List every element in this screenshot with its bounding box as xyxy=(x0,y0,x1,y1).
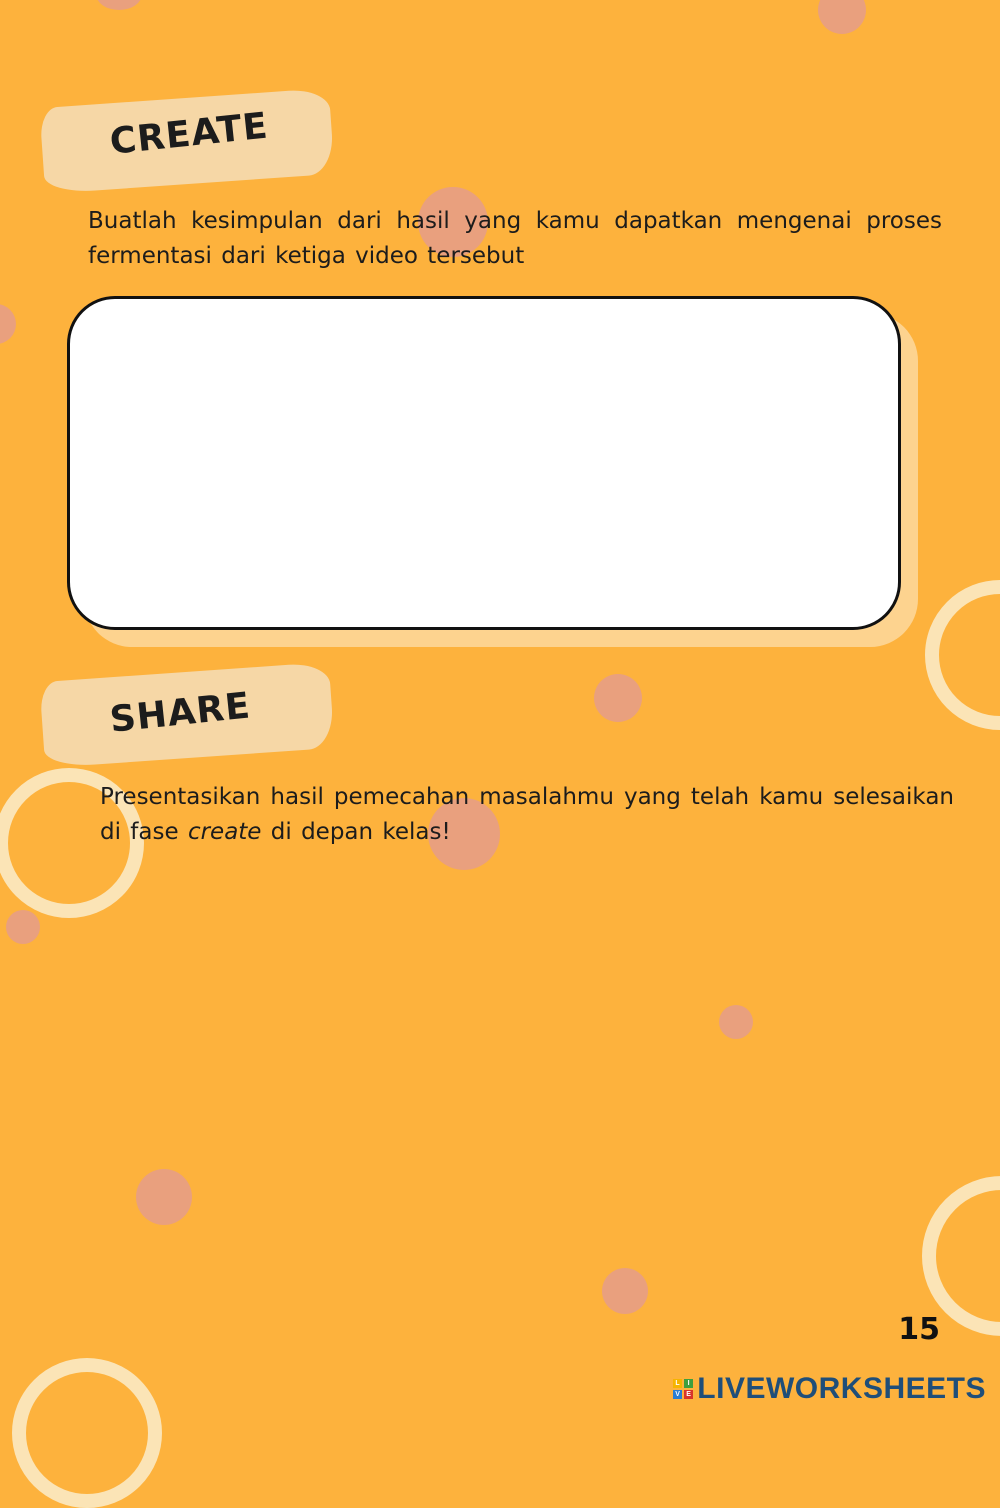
decor-ring xyxy=(12,1358,162,1508)
create-answer-box[interactable] xyxy=(67,296,901,630)
decor-dot xyxy=(602,1268,648,1314)
decor-ring xyxy=(925,580,1000,730)
logo-letter: I xyxy=(684,1379,693,1388)
share-instruction xyxy=(100,780,954,850)
decor-dot xyxy=(0,304,16,344)
logo-letter: E xyxy=(686,1391,692,1398)
logo-letter: V xyxy=(675,1391,681,1398)
brand-name: LIVEWORKSHEETS xyxy=(697,1372,986,1405)
brand-grid-icon xyxy=(673,1379,693,1399)
logo-letter: L xyxy=(673,1379,682,1388)
create-heading: CREATE xyxy=(107,105,271,163)
share-instruction-text: Presentasikan hasil pemecahan masalahmu yang telah kamu selesaikan di fase xyxy=(100,784,954,845)
decor-dot xyxy=(6,910,40,944)
decor-dot xyxy=(136,1169,192,1225)
brand-logo[interactable] xyxy=(673,1372,986,1406)
decor-dot xyxy=(719,1005,753,1039)
decor-dot xyxy=(594,674,642,722)
share-instruction-emphasis: create xyxy=(187,819,262,845)
page-number: 15 xyxy=(898,1312,940,1347)
share-heading: SHARE xyxy=(107,685,253,741)
create-instruction: Buatlah kesimpulan dari hasil yang kamu dapatkan mengenai proses fermentasi dari ketiga video tersebut xyxy=(88,208,942,269)
decor-dot xyxy=(818,0,866,34)
share-instruction-text-end: di depan kelas! xyxy=(261,819,451,845)
decor-dot xyxy=(96,0,142,10)
